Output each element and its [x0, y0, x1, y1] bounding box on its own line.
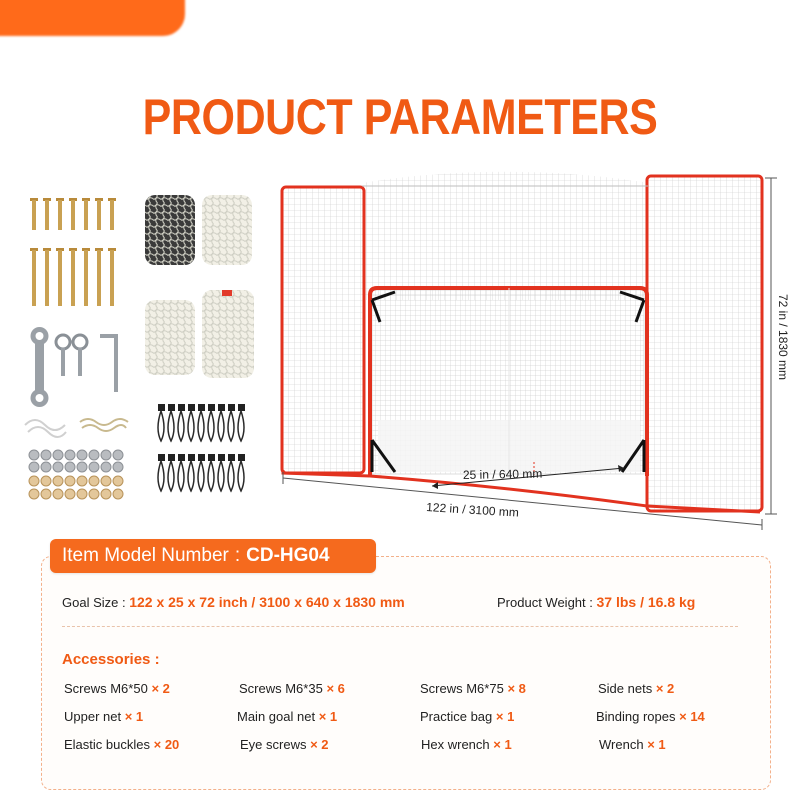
screw-icon: [30, 248, 38, 306]
width-dimension-label: 122 in / 3100 mm: [425, 500, 520, 520]
elastic-buckles-group: [158, 404, 245, 491]
section-divider: [62, 626, 738, 627]
info-card: [41, 556, 771, 790]
screw-icon: [95, 248, 103, 306]
product-illustration: [0, 160, 800, 530]
goal-size-label: Goal Size :: [62, 595, 126, 610]
screw-icon: [108, 198, 116, 230]
product-weight-spec: [497, 594, 695, 610]
net-bundles: [145, 195, 254, 378]
screws-group: [30, 198, 116, 306]
screw-icon: [95, 198, 103, 230]
product-weight-value: 37 lbs / 16.8 kg: [596, 594, 696, 610]
accessory-item: Screws M6*75 × 8: [420, 681, 526, 696]
wrench-icon: [31, 327, 49, 407]
model-number-value: CD-HG04: [246, 545, 330, 566]
model-number-label: Item Model Number: [62, 545, 229, 566]
model-number-separator: :: [234, 545, 241, 566]
product-weight-label: Product Weight :: [497, 595, 593, 610]
corner-tab-decoration: [0, 0, 185, 36]
accessory-item: Elastic buckles × 20: [64, 737, 180, 752]
screw-icon: [82, 248, 90, 306]
screw-icon: [30, 198, 38, 230]
accessory-item: Upper net × 1: [64, 709, 144, 724]
accessory-item: Binding ropes × 14: [596, 709, 705, 724]
washers-group: [29, 450, 123, 499]
accessories-title: Accessories :: [62, 651, 160, 668]
accessory-item: Main goal net × 1: [237, 709, 338, 724]
screw-icon: [69, 198, 77, 230]
accessory-item: Side nets × 2: [598, 681, 675, 696]
depth-dimension-label: 25 in / 640 mm: [462, 466, 543, 482]
screw-icon: [56, 248, 64, 306]
accessory-item: Eye screws × 2: [240, 737, 329, 752]
screw-icon: [69, 248, 77, 306]
goal-size-value: 122 x 25 x 72 inch / 3100 x 640 x 1830 mm: [129, 594, 405, 610]
screw-icon: [108, 248, 116, 306]
binding-rope-icon: [25, 419, 128, 437]
accessory-item: Wrench × 1: [599, 737, 666, 752]
screw-icon: [43, 248, 51, 306]
eye-screw-icon: [56, 335, 87, 376]
height-dimension-label: 72 in / 1830 mm: [776, 294, 790, 381]
accessory-item: Practice bag × 1: [420, 709, 515, 724]
screw-icon: [43, 198, 51, 230]
accessory-item: Hex wrench × 1: [421, 737, 512, 752]
screw-icon: [82, 198, 90, 230]
screw-icon: [56, 198, 64, 230]
accessory-item: Screws M6*50 × 2: [64, 681, 170, 696]
accessory-item: Screws M6*35 × 6: [239, 681, 345, 696]
model-number-badge: [50, 539, 376, 573]
page-title: PRODUCT PARAMETERS: [142, 89, 658, 145]
hex-wrench-icon: [100, 336, 116, 392]
goal-size-spec: [62, 594, 405, 610]
